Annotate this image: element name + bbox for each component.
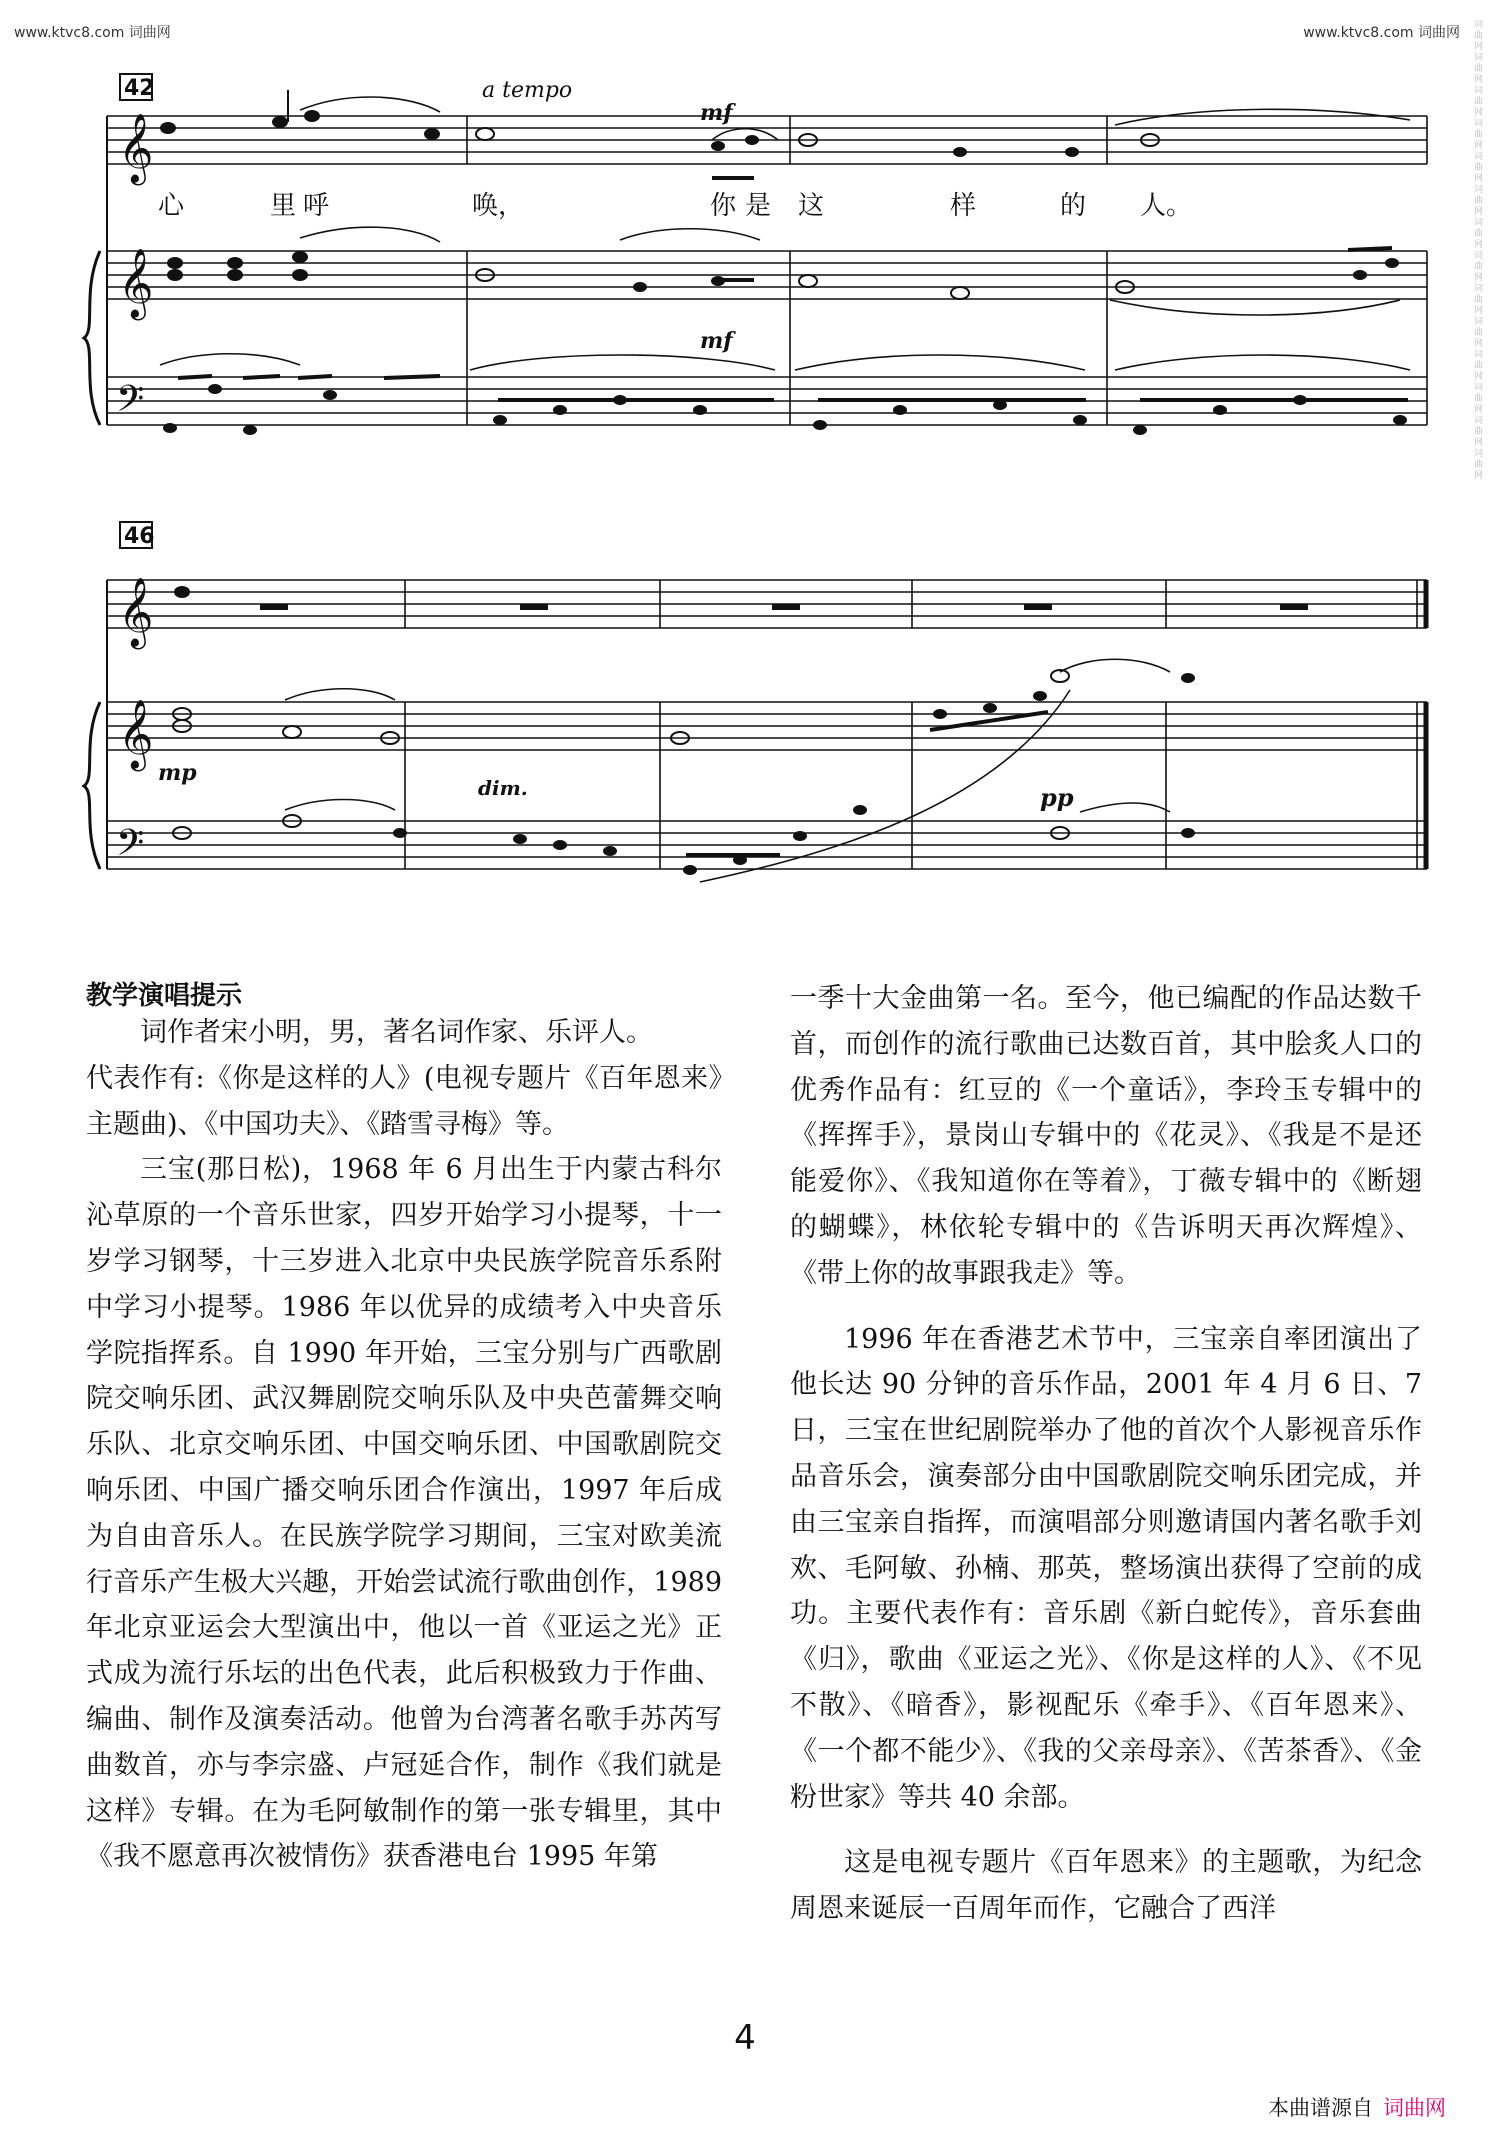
lyric-syllable: 这 xyxy=(798,191,825,221)
dynamic-mp: mp xyxy=(158,760,197,786)
article-paragraph: 代表作有:《你是这样的人》(电视专题片《百年恩来》主题曲)、《中国功夫》、《踏雪寻梅》等。 xyxy=(86,1062,722,1140)
lyric-syllable: 里 xyxy=(270,191,297,221)
piano-treble-staff-2 xyxy=(107,702,1427,750)
header-site-right: www.ktvc8.com 词曲网 xyxy=(1303,25,1460,41)
article-column-right xyxy=(790,976,1422,1932)
lyric-syllable: 的 xyxy=(1060,191,1087,221)
side-watermark: 词曲网词曲网词曲网词曲网词曲网词曲网词曲网词曲网词曲网词曲网词曲网词曲网词曲网词曲网 xyxy=(1474,20,1484,481)
footer-source-label: 本曲谱源自 xyxy=(1268,2096,1373,2120)
lyric-syllable: 心 xyxy=(158,191,185,221)
header-site-left: www.ktvc8.com 词曲网 xyxy=(14,25,171,41)
page-number: 4 xyxy=(734,2018,756,2058)
lyric-syllable: 唤， xyxy=(472,191,525,221)
article-paragraph: 1996 年在香港艺术节中，三宝亲自率团演出了他长达 90 分钟的音乐作品，2001 年 4 月 6 日、7 日，三宝在世纪剧院举办了他的首次个人影视音乐作品音乐会，演奏部分由中国歌剧院交响乐团完成，并由三宝亲自指挥，而演唱部分则邀请国内著名歌手刘欢、毛阿敏、孙楠、那英，整场演出获得了空前的成功。主要代表作有：音乐剧《新白蛇传》，音乐套曲《归》，歌曲《亚运之光》、《你是这样的人》、《不见不散》、《暗香》，影视配乐《牵手》、《百年恩来》、《一个都不能少》、《我的父亲母亲》、《苦茶香》、《金粉世家》等共 40 余部。 xyxy=(790,1323,1422,1813)
article-paragraph: 一季十大金曲第一名。至今，他已编配的作品达数千首，而创作的流行歌曲已达数百首，其中脍炙人口的优秀作品有：红豆的《一个童话》，李玲玉专辑中的《挥挥手》，景岗山专辑中的《花灵》、《我是不是还能爱你》、《我知道你在等着》，丁薇专辑中的《断翅的蝴蝶》，林依轮专辑中的《告诉明天再次辉煌》、《带上你的故事跟我走》等。 xyxy=(790,983,1422,1289)
measure-number-46: 46 xyxy=(124,524,155,549)
dynamic-dim: dim. xyxy=(478,776,528,800)
bass-clef-icon: 𝄢 xyxy=(116,822,145,873)
treble-clef-icon: 𝄞 xyxy=(118,699,154,769)
section-title: 教学演唱提示 xyxy=(86,981,243,1011)
article-column-left xyxy=(86,1010,722,1880)
bass-clef-icon: 𝄢 xyxy=(116,378,145,429)
voice-staff xyxy=(107,116,1427,164)
piano-bass-staff-2 xyxy=(107,821,1427,869)
article-paragraph: 三宝(那日松)，1968 年 6 月出生于内蒙古科尔沁草原的一个音乐世家，四岁开始学习小提琴，十一岁学习钢琴，十三岁进入北京中央民族学院音乐系附中学习小提琴。1986 年以优异的成绩考入中央音乐学院指挥系。自 1990 年开始，三宝分别与广西歌剧院交响乐团、武汉舞剧院交响乐队及中央芭蕾舞交响乐队、北京交响乐团、中国交响乐团、中国歌剧院交响乐团、中国广播交响乐团合作演出，1997 年后成为自由音乐人。在民族学院学习期间，三宝对欧美流行音乐产生极大兴趣，开始尝试流行歌曲创作，1989 年北京亚运会大型演出中，他以一首《亚运之光》正式成为流行乐坛的出色代表，此后积极致力于作曲、编曲、制作及演奏活动。他曾为台湾著名歌手苏芮写曲数首，亦与李宗盛、卢冠延合作，制作《我们就是这样》专辑。在为毛阿敏制作的第一张专辑里，其中《我不愿意再次被情伤》获香港电台 1995 年第 xyxy=(86,1154,722,1873)
article-paragraph: 词作者宋小明，男，著名词作家、乐评人。 xyxy=(140,1017,653,1048)
lyric-syllable: 呼 xyxy=(303,191,330,221)
treble-clef-icon: 𝄞 xyxy=(118,577,154,647)
treble-clef-icon: 𝄞 xyxy=(118,113,154,183)
lyric-syllable: 是 xyxy=(745,191,772,221)
dynamic-mf-piano: mf xyxy=(700,328,733,354)
treble-clef-icon: 𝄞 xyxy=(118,248,154,318)
lyric-syllable: 样 xyxy=(950,191,977,221)
article-paragraph: 这是电视专题片《百年恩来》的主题歌，为纪念周恩来诞辰一百周年而作，它融合了西洋 xyxy=(790,1847,1422,1925)
sheet-music-score xyxy=(0,0,1490,900)
footer-credit xyxy=(1268,2092,1446,2122)
lyric-syllable: 你 xyxy=(710,191,737,221)
footer-brand-link[interactable]: 词曲网 xyxy=(1383,2096,1446,2120)
measure-number-42: 42 xyxy=(124,76,155,101)
voice-staff-2 xyxy=(107,580,1427,628)
lyric-syllable: 人。 xyxy=(1140,191,1193,221)
dynamic-mf-voice: mf xyxy=(700,100,733,126)
dynamic-pp: pp xyxy=(1040,783,1074,812)
tempo-marking: a tempo xyxy=(482,78,573,103)
noteheads xyxy=(160,90,1407,875)
